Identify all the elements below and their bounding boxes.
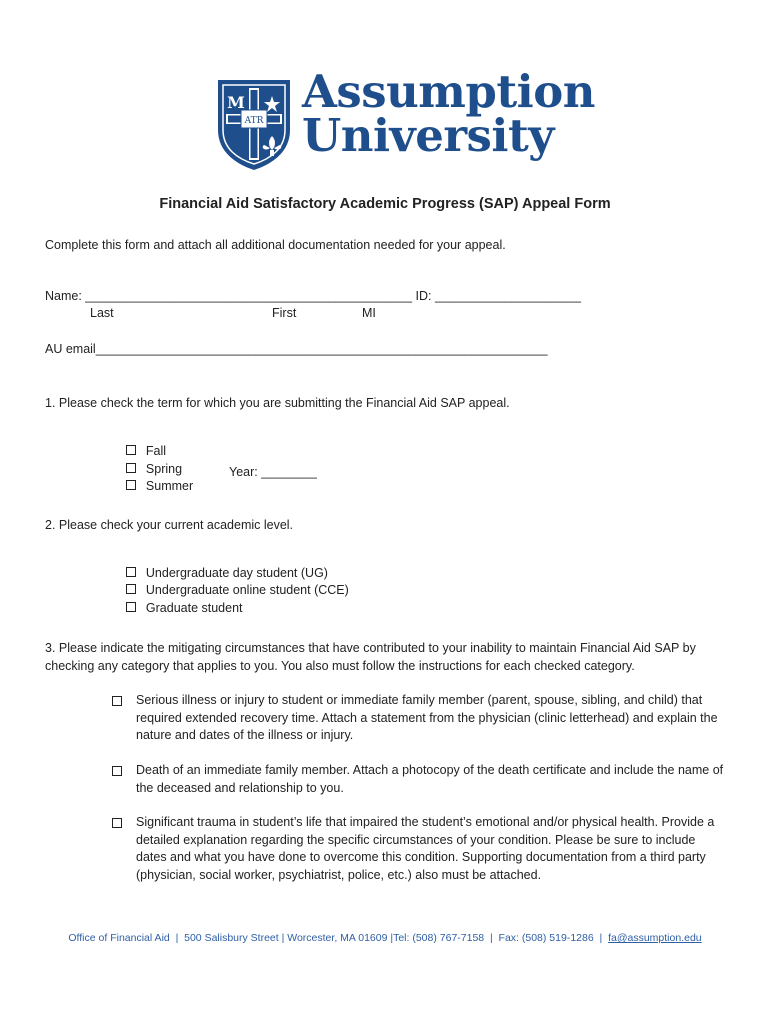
svg-text:M: M — [227, 93, 245, 112]
term-option-label: Spring — [145, 462, 183, 476]
university-wordmark — [302, 65, 595, 162]
shield-crest-icon — [216, 78, 292, 172]
form-intro: Complete this form and attach all additional documentation needed for your appeal. — [45, 238, 506, 252]
university-logo — [216, 65, 595, 174]
checkbox-icon[interactable] — [112, 818, 122, 828]
name-id-field[interactable]: Name: _______________________________________________ ID: _____________________ — [45, 289, 581, 303]
question-1-text: 1. Please check the term for which you are submitting the Financial Aid SAP appeal. — [45, 396, 510, 410]
level-option-label: Undergraduate online student (CCE) — [145, 583, 349, 597]
name-mi-label: MI — [362, 306, 376, 320]
form-title: Financial Aid Satisfactory Academic Progress (SAP) Appeal Form — [159, 196, 611, 212]
question-2-text: 2. Please check your current academic level. — [45, 518, 294, 532]
checkbox-icon[interactable] — [112, 696, 122, 706]
question-3-text: 3. Please indicate the mitigating circumstances that have contributed to your inability to maintain Financial Aid SAP by checking any category that applies to you. You also must follow the instructions for each checked category. — [45, 641, 696, 673]
shield-letters: ATR — [244, 116, 264, 126]
circumstance-label: Serious illness or injury to student or immediate family member (parent, spouse, sibling, and child) that required extended recovery time. Attach a statement from the physician (clinic letterhead) and explain the nature and dates of the illness or injury. — [136, 693, 718, 742]
au-email-field[interactable]: AU email_________________________________________________________________ — [45, 342, 548, 356]
circumstance-trauma[interactable] — [112, 814, 722, 886]
wordmark-line-2: University — [302, 109, 554, 162]
circumstance-illness[interactable] — [112, 692, 722, 746]
term-option-label: Summer — [145, 479, 194, 493]
circumstance-label: Death of an immediate family member. Attach a photocopy of the death certificate and include the name of the deceased and relationship to you. — [136, 763, 724, 795]
checkbox-icon[interactable] — [126, 602, 136, 612]
footer-email-link[interactable]: fa@assumption.edu — [608, 932, 702, 944]
footer-contact — [0, 932, 770, 944]
circumstance-death[interactable] — [112, 762, 722, 798]
wordmark-line-1: Assumption — [302, 65, 595, 118]
term-option-label: Fall — [145, 444, 167, 458]
name-last-label: Last — [90, 306, 114, 320]
circumstance-label: Significant trauma in student’s life that impaired the student’s emotional and/or physical health. Provide a detailed explanation regarding the specific circumstances of your condition. Please be sure to include dates and what you have done to overcome this condition. Supporting documentation from a third party (physician, social worker, psychiatrist, police, etc.) also must be attached. — [136, 815, 715, 882]
checkbox-icon[interactable] — [112, 766, 122, 776]
term-option-summer[interactable] — [112, 465, 193, 507]
checkbox-icon[interactable] — [126, 480, 136, 490]
level-option-graduate[interactable] — [112, 587, 243, 629]
year-field[interactable]: Year: ________ — [229, 465, 317, 479]
footer-text: Office of Financial Aid | 500 Salisbury Street | Worcester, MA 01609 |Tel: (508) 767-7158 | Fax: (508) 519-1286 | — [68, 932, 609, 944]
name-first-label: First — [272, 306, 297, 320]
level-option-label: Undergraduate day student (UG) — [145, 566, 328, 580]
level-option-label: Graduate student — [145, 601, 243, 615]
